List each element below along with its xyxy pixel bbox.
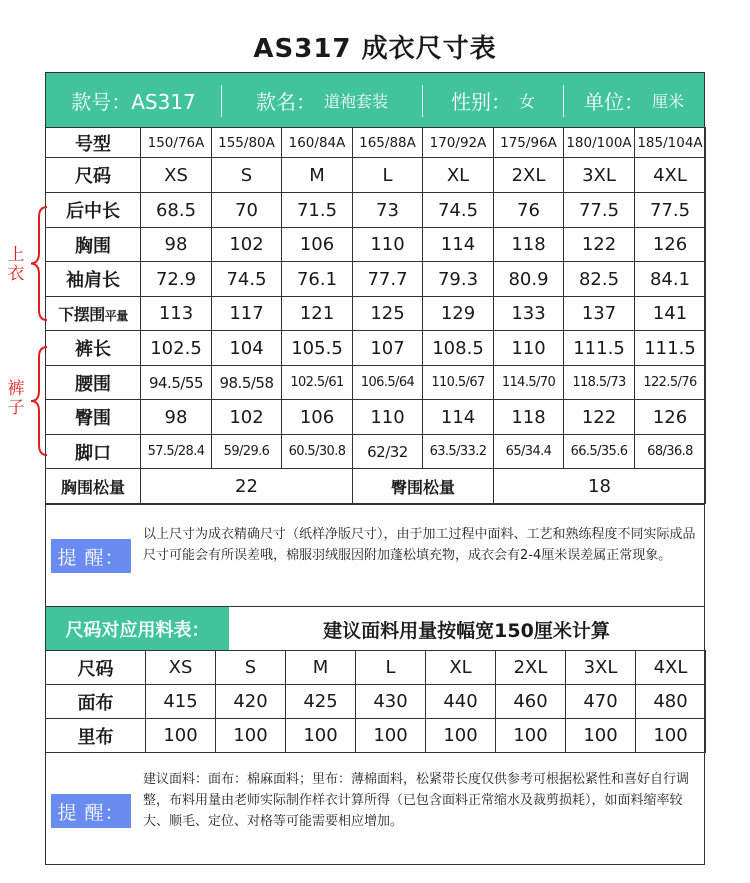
value-cell: 102 (212, 228, 282, 262)
value-cell: 415 (146, 685, 216, 719)
value-cell: 106.5/64 (353, 366, 423, 400)
model-cell: 185/104A (635, 128, 706, 158)
unit-label: 单位： (583, 90, 644, 114)
measure-row (46, 366, 706, 400)
value-cell: 430 (356, 685, 426, 719)
measure-row (46, 331, 706, 366)
pants-group-brace (27, 345, 49, 457)
value-cell: 108.5 (423, 331, 494, 366)
value-cell: 133 (494, 297, 564, 331)
fabric-size-label: 尺码 (46, 651, 146, 685)
value-cell: 98 (141, 400, 212, 435)
value-cell: 113 (141, 297, 212, 331)
value-cell: 68.5 (141, 193, 212, 228)
size-cell: 4XL (636, 651, 706, 685)
size-cell: M (282, 158, 353, 193)
value-cell: 114 (423, 228, 494, 262)
fabric-size-row (46, 651, 706, 685)
fabric-section-note: 建议面料用量按幅宽150厘米计算 (323, 619, 610, 642)
model-row (46, 128, 706, 158)
value-cell: 118 (494, 228, 564, 262)
reminder-badge: 提 醒： (51, 794, 131, 828)
size-cell: M (286, 651, 356, 685)
value-cell: 102 (212, 400, 282, 435)
value-cell: 77.7 (353, 262, 423, 297)
value-cell: 122.5/76 (635, 366, 706, 400)
value-cell: 111.5 (564, 331, 635, 366)
value-cell: 111.5 (635, 331, 706, 366)
value-cell: 76 (494, 193, 564, 228)
value-cell: 71.5 (282, 193, 353, 228)
fabric-section-header (46, 607, 704, 651)
measure-label: 臀围 (46, 400, 141, 435)
model-label: 号型 (46, 128, 141, 158)
fabric-row (46, 685, 706, 719)
chest-ease-label: 胸围松量 (46, 469, 141, 504)
value-cell: 118 (494, 400, 564, 435)
value-cell: 100 (496, 719, 566, 753)
model-cell: 155/80A (212, 128, 282, 158)
value-cell: 98.5/58 (212, 366, 282, 400)
value-cell: 72.9 (141, 262, 212, 297)
size-cell: 3XL (566, 651, 636, 685)
size-cell: L (356, 651, 426, 685)
hip-ease-label: 臀围松量 (353, 469, 494, 504)
value-cell: 126 (635, 228, 706, 262)
value-cell: 114.5/70 (494, 366, 564, 400)
model-cell: 150/76A (141, 128, 212, 158)
pants-group-label: 裤子 (7, 379, 25, 418)
style-name (222, 73, 422, 128)
measure-label (46, 297, 141, 331)
value-cell: 79.3 (423, 262, 494, 297)
size-cell: 4XL (635, 158, 706, 193)
value-cell: 126 (635, 400, 706, 435)
model-cell: 175/96A (494, 128, 564, 158)
value-cell: 480 (636, 685, 706, 719)
value-cell: 68/36.8 (635, 435, 706, 469)
gender-value: 女 (518, 92, 535, 111)
value-cell: 77.5 (564, 193, 635, 228)
measure-label: 袖肩长 (46, 262, 141, 297)
fabric-table (45, 650, 706, 753)
value-cell: 59/29.6 (212, 435, 282, 469)
model-cell: 165/88A (353, 128, 423, 158)
value-cell: 125 (353, 297, 423, 331)
value-cell: 117 (212, 297, 282, 331)
measure-label-text: 下摆围 (58, 305, 105, 324)
measure-row (46, 262, 706, 297)
header-divider (422, 85, 423, 117)
value-cell: 460 (496, 685, 566, 719)
size-label: 尺码 (46, 158, 141, 193)
reminder-text: 以上尺寸为成衣精确尺寸（纸样净版尺寸），由于加工过程中面料、工艺和熟练程度不同实际成品尺寸可能会有所误差哦，棉服羽绒服因附加蓬松填充物，成衣会有2-4厘米误差属正常现象。 (143, 527, 696, 563)
fabric-row-label: 里布 (46, 719, 146, 753)
measure-label: 裤长 (46, 331, 141, 366)
size-cell: L (353, 158, 423, 193)
header-divider (563, 85, 564, 117)
value-cell: 122 (564, 228, 635, 262)
value-cell: 106 (282, 400, 353, 435)
value-cell: 63.5/33.2 (423, 435, 494, 469)
value-cell: 82.5 (564, 262, 635, 297)
size-table (45, 127, 706, 504)
size-cell: 3XL (564, 158, 635, 193)
size-cell: XL (426, 651, 496, 685)
value-cell: 100 (566, 719, 636, 753)
value-cell: 74.5 (423, 193, 494, 228)
model-cell: 160/84A (282, 128, 353, 158)
size-cell: 2XL (496, 651, 566, 685)
fabric-row-label: 面布 (46, 685, 146, 719)
fabric-row (46, 719, 706, 753)
value-cell: 137 (564, 297, 635, 331)
style-name-label: 款名： (255, 90, 316, 114)
measure-label: 胸围 (46, 228, 141, 262)
value-cell: 57.5/28.4 (141, 435, 212, 469)
value-cell: 60.5/30.8 (282, 435, 353, 469)
gender (423, 73, 563, 128)
value-cell: 102.5 (141, 331, 212, 366)
value-cell: 110 (353, 400, 423, 435)
header-divider (221, 85, 222, 117)
model-cell: 180/100A (564, 128, 635, 158)
size-cell: S (212, 158, 282, 193)
style-number-label: 款号：AS317 (71, 90, 196, 114)
value-cell: 104 (212, 331, 282, 366)
measure-row (46, 435, 706, 469)
value-cell: 102.5/61 (282, 366, 353, 400)
page-title: AS317 成衣尺寸表 (253, 34, 497, 64)
value-cell: 73 (353, 193, 423, 228)
ease-row (46, 469, 706, 504)
size-cell: XS (146, 651, 216, 685)
hip-ease-value: 18 (494, 469, 706, 504)
value-cell: 110 (494, 331, 564, 366)
value-cell: 110.5/67 (423, 366, 494, 400)
value-cell: 105.5 (282, 331, 353, 366)
measure-label: 后中长 (46, 193, 141, 228)
value-cell: 440 (426, 685, 496, 719)
value-cell: 470 (566, 685, 636, 719)
value-cell: 80.9 (494, 262, 564, 297)
value-cell: 76.1 (282, 262, 353, 297)
style-name-value: 道袍套装 (323, 92, 388, 111)
measure-row (46, 297, 706, 331)
value-cell: 66.5/35.6 (564, 435, 635, 469)
divider (45, 504, 705, 505)
size-cell: S (216, 651, 286, 685)
fabric-section-label: 尺码对应用料表： (46, 607, 229, 651)
value-cell: 420 (216, 685, 286, 719)
value-cell: 100 (286, 719, 356, 753)
value-cell: 425 (286, 685, 356, 719)
value-cell: 98 (141, 228, 212, 262)
size-cell: XS (141, 158, 212, 193)
value-cell: 100 (356, 719, 426, 753)
value-cell: 100 (636, 719, 706, 753)
measure-row (46, 228, 706, 262)
value-cell: 62/32 (353, 435, 423, 469)
value-cell: 100 (216, 719, 286, 753)
value-cell: 94.5/55 (141, 366, 212, 400)
unit (564, 73, 704, 128)
value-cell: 129 (423, 297, 494, 331)
value-cell: 77.5 (635, 193, 706, 228)
value-cell: 141 (635, 297, 706, 331)
value-cell: 114 (423, 400, 494, 435)
value-cell: 118.5/73 (564, 366, 635, 400)
measure-label: 腰围 (46, 366, 141, 400)
value-cell: 106 (282, 228, 353, 262)
value-cell: 121 (282, 297, 353, 331)
header-bar (46, 73, 704, 128)
value-cell: 100 (146, 719, 216, 753)
value-cell: 65/34.4 (494, 435, 564, 469)
value-cell: 107 (353, 331, 423, 366)
value-cell: 70 (212, 193, 282, 228)
value-cell: 100 (426, 719, 496, 753)
value-cell: 122 (564, 400, 635, 435)
measure-row (46, 400, 706, 435)
value-cell: 74.5 (212, 262, 282, 297)
gender-label: 性别： (450, 90, 511, 114)
measure-row (46, 193, 706, 228)
size-cell: 2XL (494, 158, 564, 193)
top-group-label: 上衣 (7, 245, 25, 284)
reminder-badge: 提 醒： (51, 539, 131, 573)
model-cell: 170/92A (423, 128, 494, 158)
unit-value: 厘米 (651, 92, 684, 111)
style-number (46, 73, 221, 128)
measure-label-note: 平量 (104, 309, 128, 323)
size-cell: XL (423, 158, 494, 193)
chest-ease-value: 22 (141, 469, 353, 504)
value-cell: 110 (353, 228, 423, 262)
value-cell: 84.1 (635, 262, 706, 297)
reminder-text: 建议面料：面布：棉麻面料；里布：薄棉面料，松紧带长度仅供参考可根据松紧性和喜好自行调整，布料用量由老师实际制作样衣计算所得（已包含面料正常缩水及裁剪损耗），如面料缩率较大、顺毛、定位、对格等可能需要相应增加。 (143, 772, 690, 829)
measure-label: 脚口 (46, 435, 141, 469)
top-group-brace (27, 205, 49, 322)
size-row (46, 158, 706, 193)
